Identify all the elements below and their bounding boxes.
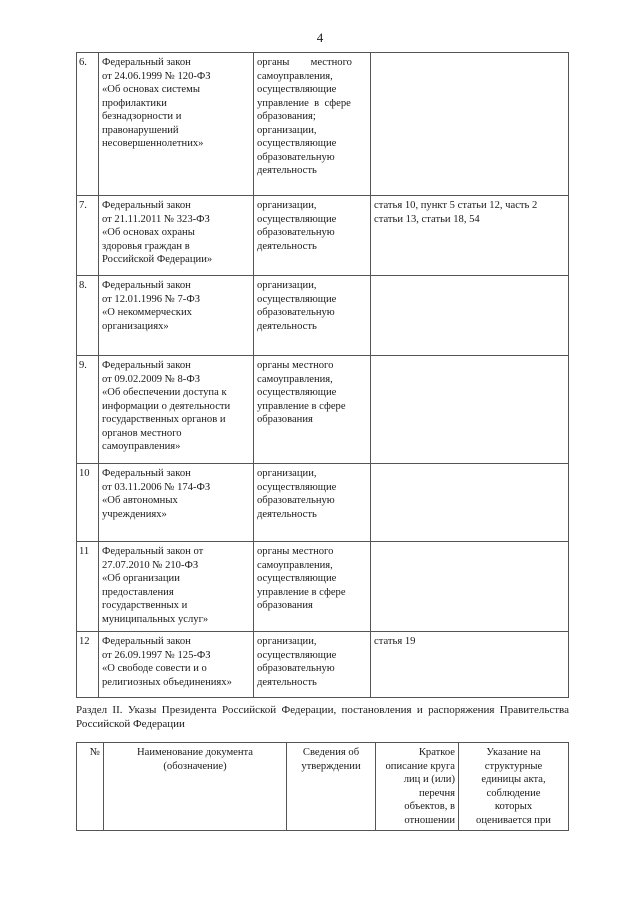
cell-line: безнадзорности и — [102, 111, 182, 122]
cell-line: от 09.02.2009 № 8-ФЗ — [102, 373, 201, 385]
subjects — [254, 196, 371, 276]
cell-line: осуществляющие — [257, 387, 337, 398]
cell-line: от 21.11.2011 № 323-ФЗ — [102, 213, 210, 225]
cell-line: отношении — [404, 814, 455, 826]
structural-units — [371, 276, 569, 356]
cell-line: которых — [494, 801, 533, 812]
cell-line: «Об основах системы — [102, 84, 200, 95]
structural-units — [371, 542, 569, 632]
decrees-table — [76, 742, 569, 831]
cell-line: профилактики — [102, 97, 167, 109]
cell-line: Федеральный закон — [102, 200, 191, 211]
cell-line: осуществляющие — [257, 293, 337, 305]
laws-table — [76, 52, 569, 698]
structural-units — [371, 632, 569, 698]
cell-line: от 03.11.2006 № 174-ФЗ — [102, 481, 211, 493]
table-row — [77, 356, 569, 464]
cell-line: образования; — [257, 111, 316, 122]
cell-line: оценивается при — [476, 814, 551, 826]
cell-line: образовательную — [257, 307, 335, 318]
subjects — [254, 542, 371, 632]
cell-line: организации, — [257, 280, 317, 291]
cell-line: деятельность — [257, 165, 317, 176]
cell-line: организациях» — [102, 320, 169, 332]
cell-line: самоуправления, — [257, 559, 333, 571]
cell-line: правонарушений — [102, 124, 179, 136]
cell-line: организации, — [257, 124, 317, 136]
table-row — [77, 542, 569, 632]
cell-line: «Об автономных — [102, 495, 178, 506]
cell-line: лиц и (или) — [403, 774, 455, 785]
cell-line: Федеральный закон — [102, 636, 191, 647]
table-row — [77, 632, 569, 698]
cell-line: самоуправления, — [257, 373, 333, 385]
cell-line: Российской Федерации» — [102, 254, 213, 265]
row-number: 12 — [77, 632, 99, 698]
cell-line: осуществляющие — [257, 213, 337, 225]
row-number: 11 — [77, 542, 99, 632]
structural-units — [371, 356, 569, 464]
table-row — [77, 464, 569, 542]
table-row — [77, 276, 569, 356]
cell-line: от 26.09.1997 № 125-ФЗ — [102, 649, 211, 661]
header-description — [376, 743, 459, 831]
cell-line: (обозначение) — [163, 760, 227, 772]
subjects — [254, 53, 371, 196]
cell-line: «Об организации — [102, 573, 180, 584]
cell-line: органов местного — [102, 427, 182, 439]
cell-line: статьи 13, статьи 18, 54 — [374, 213, 480, 225]
subjects — [254, 464, 371, 542]
table-row — [77, 196, 569, 276]
cell-line: Федеральный закон — [102, 468, 191, 479]
cell-line: Федеральный закон — [102, 57, 191, 68]
cell-line: образовательную — [257, 227, 335, 238]
cell-line: от 12.01.1996 № 7-ФЗ — [102, 293, 201, 305]
cell-line: организации, — [257, 468, 317, 479]
cell-line: Федеральный закон от — [102, 546, 204, 557]
row-number: 9. — [77, 356, 99, 464]
cell-line: организации, — [257, 200, 317, 211]
cell-line: Краткое — [418, 747, 455, 758]
cell-line: деятельность — [257, 676, 317, 688]
cell-line: перечня — [419, 787, 455, 799]
document-name — [99, 542, 254, 632]
document-name — [99, 356, 254, 464]
header-name — [104, 743, 287, 831]
cell-line: объектов, в — [404, 801, 455, 812]
cell-line: образовательную — [257, 495, 335, 506]
subjects — [254, 276, 371, 356]
document-name — [99, 276, 254, 356]
cell-line: органы местного — [257, 57, 352, 68]
document-name — [99, 53, 254, 196]
cell-line: от 24.06.1999 № 120-ФЗ — [102, 70, 211, 82]
document-name — [99, 632, 254, 698]
cell-line: осуществляющие — [257, 573, 337, 584]
cell-line: образовательную — [257, 151, 335, 163]
cell-line: информации о деятельности — [102, 400, 231, 412]
section-title: Раздел II. Указы Президента Российской Федерации, постановления и распоряжения Правительства Российской Федерации — [76, 704, 569, 730]
cell-line: утверждении — [301, 760, 361, 772]
cell-line: Федеральный закон — [102, 360, 191, 371]
cell-line: осуществляющие — [257, 649, 337, 661]
row-number: 8. — [77, 276, 99, 356]
cell-line: образования — [257, 414, 313, 425]
cell-line: осуществляющие — [257, 84, 337, 95]
cell-line: «Об основах охраны — [102, 227, 195, 238]
table-row — [77, 53, 569, 196]
cell-line: государственных органов и — [102, 414, 226, 425]
header-num: № — [77, 743, 104, 831]
structural-units — [371, 53, 569, 196]
cell-line: самоуправления, — [257, 70, 333, 82]
header-structure — [459, 743, 569, 831]
cell-line: единицы акта, — [481, 774, 546, 785]
cell-line: органы местного — [257, 546, 334, 557]
cell-line: соблюдение — [486, 787, 541, 799]
cell-line: осуществляющие — [257, 481, 337, 493]
header-approval — [287, 743, 376, 831]
cell-line: управление в сфере — [257, 400, 346, 412]
document-name — [99, 464, 254, 542]
row-number: 10 — [77, 464, 99, 542]
cell-line: Федеральный закон — [102, 280, 191, 291]
cell-line: «О свободе совести и о — [102, 663, 207, 674]
cell-line: деятельность — [257, 240, 317, 252]
cell-line: образования — [257, 600, 313, 611]
row-number: 7. — [77, 196, 99, 276]
cell-line: деятельность — [257, 508, 317, 520]
cell-line: статья 10, пункт 5 статьи 12, часть 2 — [374, 200, 538, 211]
cell-line: осуществляющие — [257, 138, 337, 149]
cell-line: структурные — [484, 760, 543, 772]
cell-line: 27.07.2010 № 210-ФЗ — [102, 559, 199, 571]
cell-line: деятельность — [257, 320, 317, 332]
row-number: 6. — [77, 53, 99, 196]
cell-line: статья 19 — [374, 636, 416, 647]
decrees-table-header-row — [77, 743, 569, 831]
cell-line: органы местного — [257, 360, 334, 371]
structural-units — [371, 196, 569, 276]
structural-units — [371, 464, 569, 542]
cell-line: описание круга — [385, 760, 455, 772]
cell-line: управление в сфере — [257, 586, 346, 598]
cell-line: Наименование документа — [136, 747, 254, 758]
cell-line: несовершеннолетних» — [102, 138, 204, 149]
cell-line: религиозных объединениях» — [102, 676, 232, 688]
cell-line: образовательную — [257, 663, 335, 674]
cell-line: муниципальных услуг» — [102, 613, 209, 625]
cell-line: управление в сфере — [257, 97, 351, 109]
cell-line: самоуправления» — [102, 441, 181, 452]
page-number: 4 — [316, 30, 324, 45]
document-name — [99, 196, 254, 276]
cell-line: организации, — [257, 636, 317, 647]
cell-line: Указание на — [486, 747, 541, 758]
cell-line: «Об обеспечении доступа к — [102, 387, 227, 398]
cell-line: «О некоммерческих — [102, 307, 192, 318]
cell-line: предоставления — [102, 586, 174, 598]
cell-line: здоровья граждан в — [102, 240, 190, 252]
cell-line: Сведения об — [302, 747, 360, 758]
cell-line: государственных и — [102, 600, 188, 611]
subjects — [254, 356, 371, 464]
cell-line: учреждениях» — [102, 508, 167, 520]
subjects — [254, 632, 371, 698]
